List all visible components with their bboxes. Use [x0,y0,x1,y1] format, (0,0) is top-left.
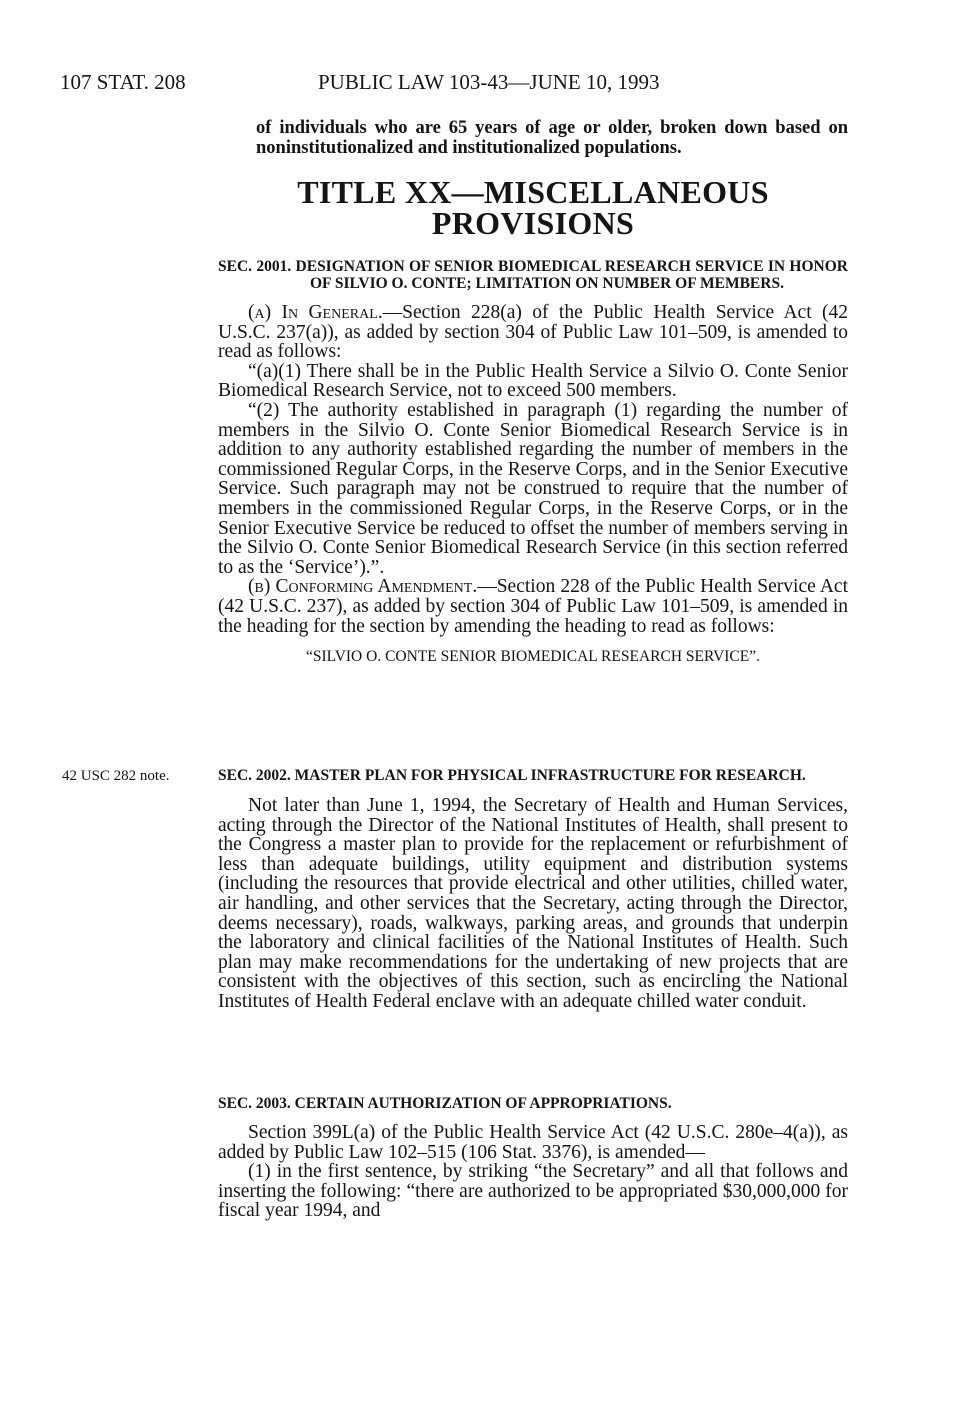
subsection-text: —Section 228 of the Public Health Service Act (42 U.S.C. 237), as added by section 304 of Public Law 101–509, is amended in the heading for the section by amending the heading to read as follows: [218,576,848,637]
section-heading: SEC. 2003. CERTAIN AUTHORIZATION OF APPROPRIATIONS. [218,1095,672,1112]
section-paragraph: Not later than June 1, 1994, the Secretary of Health and Human Services, acting through the Director of the National Institutes of Health, shall present to the Congress a master plan to provide for the replacement or refurbishment of less than adequate buildings, utility equipment and distribution systems (including the resources that provide electrical and other utilities, chilled water, air handling, and other services that the Secretary, acting through the Director, deems necessary), roads, walkways, parking areas, and grounds that underpin the laboratory and clinical facilities of the National Institutes of Health. Such plan may make recommendations for the undertaking of new projects that are consistent with the objectives of this section, such as encircling the National Institutes of Health Federal enclave with an adequate chilled water conduit. [218,795,848,1012]
section-2003 [218,1095,848,1221]
subsection-a [218,303,848,362]
subsection-text: —Section 228(a) of the Public Health Service Act (42 U.S.C. 237(a)), as added by section 304 of Public Law 101–509, is amended to read as follows: [218,302,848,363]
section-2002 [218,767,848,1012]
intro-paragraph: of individuals who are 65 years of age or older, broken down based on noninstitutionalized and institutionalized populations. [256,118,848,158]
running-header: PUBLIC LAW 103-43—JUNE 10, 1993 [318,70,660,94]
new-section-heading: “SILVIO O. CONTE SENIOR BIOMEDICAL RESEARCH SERVICE”. [306,648,760,666]
title-line-2: PROVISIONS [431,205,635,241]
subsection-label: (b) Conforming Amendment. [248,576,478,598]
subsection-b [218,577,848,636]
section-heading: SEC. 2002. MASTER PLAN FOR PHYSICAL INFRASTRUCTURE FOR RESEARCH. [218,767,806,784]
list-item: (1) in the first sentence, by striking “the Secretary” and all that follows and inserting the following: “there are authorized to be appropriated $30,000,000 for fiscal year 1994, and [218,1161,848,1222]
subsection-label: (a) In General. [248,302,383,323]
statute-page-number: 107 STAT. 208 [60,70,186,94]
paragraph-a2: “(2) The authority established in paragraph (1) regarding the number of members in the Silvio O. Conte Senior Biomedical Research Service is in addition to any authority established regarding the number of members in the commissioned Regular Corps, in the Reserve Corps, and in the Senior Executive Service. Such paragraph may not be construed to require that the number of members in the commissioned Regular Corps, in the Reserve Corps, or in the Senior Executive Service be reduced to offset the number of members serving in the Silvio O. Conte Senior Biomedical Research Service (in this section referred to as the ‘Service’).”. [218,399,848,578]
title-block [218,174,848,241]
paragraph-a1: “(a)(1) There shall be in the Public Health Service a Silvio O. Conte Senior Biomedical Research Service, not to exceed 500 members. [218,360,848,402]
section-heading: SEC. 2001. DESIGNATION OF SENIOR BIOMEDICAL RESEARCH SERVICE IN HONOR OF SILVIO O. CONTE; LIMITATION ON NUMBER OF MEMBERS. [218,258,848,292]
section-paragraph: Section 399L(a) of the Public Health Service Act (42 U.S.C. 280e–4(a)), as added by Public Law 102–515 (106 Stat. 3376), is amended— [218,1122,848,1163]
intro-paragraph-block [256,118,848,158]
section-2001 [218,258,848,666]
title-line-1: TITLE XX—MISCELLANEOUS [297,174,769,210]
margin-note: 42 USC 282 note. [62,768,170,784]
